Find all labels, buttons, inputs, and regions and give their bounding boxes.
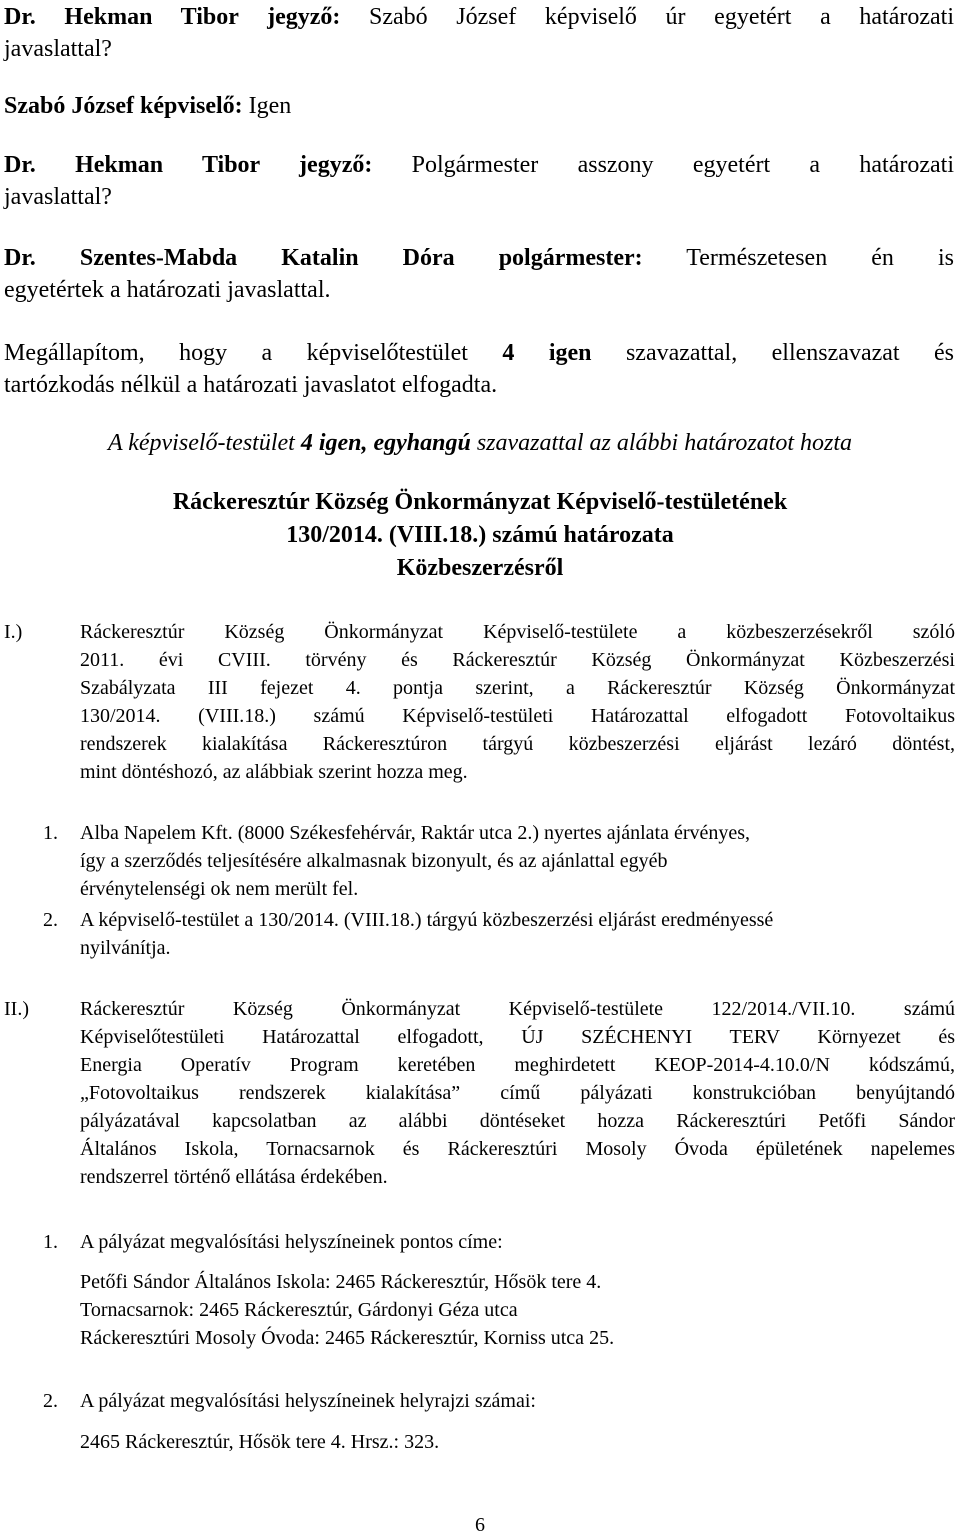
vote-finding xyxy=(4,337,954,401)
section-number: II.) xyxy=(4,998,29,1020)
section-line: Általános Iskola, Tornacsarnok és Ráckeresztúri Mosoly Óvoda épületének napelemes xyxy=(80,1138,955,1160)
speech-text: Szabó József képviselő úr egyetért a határozati xyxy=(369,4,954,30)
address-line: Tornacsarnok: 2465 Ráckeresztúr, Gárdonyi Géza utca xyxy=(80,1299,518,1321)
exchange-1 xyxy=(4,1,954,65)
section-2-body xyxy=(80,995,955,1191)
resolution-title-line: 130/2014. (VIII.18.) számú határozata xyxy=(286,522,674,548)
item-line: Alba Napelem Kft. (8000 Székesfehérvár, Raktár utca 2.) nyertes ajánlata érvényes, xyxy=(80,822,751,844)
section-line: Képviselőtestületi Határozattal elfogadott, ÚJ SZÉCHENYI TERV Környezet és xyxy=(80,1026,955,1048)
exchange-3 xyxy=(4,149,954,213)
speech-text: Polgármester asszony egyetért a határozati xyxy=(411,152,954,178)
speech-text: javaslattal? xyxy=(4,184,112,210)
item-number: 2. xyxy=(43,909,58,931)
vote-count: 4 igen xyxy=(502,340,592,366)
section-line: Szabályzata III fejezet 4. pontja szerint, a Ráckeresztúr Község Önkormányzat xyxy=(80,677,955,699)
speech-text: javaslattal? xyxy=(4,36,112,62)
item-line: A képviselő-testület a 130/2014. (VIII.18.) tárgyú közbeszerzési eljárást eredményessé xyxy=(80,909,774,931)
vote-line-text: szavazattal az alábbi határozatot hozta xyxy=(476,430,852,456)
exchange-2 xyxy=(4,90,954,122)
vote-line-bold: 4 igen, egyhangú xyxy=(300,430,471,456)
address-list xyxy=(80,1268,955,1352)
resolution-title xyxy=(0,486,960,585)
section-1-item-2 xyxy=(80,906,955,962)
item-number: 1. xyxy=(43,822,58,844)
page-number: 6 xyxy=(475,1514,485,1536)
section-line: rendszerrel történő ellátása érdekében. xyxy=(80,1166,388,1188)
section-line: Energia Operatív Program keretében meghirdetett KEOP-2014-4.10.0/N kódszámú, xyxy=(80,1054,955,1076)
item-heading: A pályázat megvalósítási helyszíneinek pontos címe: xyxy=(80,1231,503,1253)
section-1-item-1 xyxy=(80,819,955,903)
section-line: 130/2014. (VIII.18.) számú Képviselő-testületi Határozattal elfogadott Fotovoltaikus xyxy=(80,705,955,727)
address-line: Ráckeresztúri Mosoly Óvoda: 2465 Ráckeresztúr, Korniss utca 25. xyxy=(80,1327,615,1349)
section-line: rendszerek kialakítása Ráckeresztúron tárgyú közbeszerzési eljárást lezáró döntést, xyxy=(80,733,955,755)
exchange-4 xyxy=(4,242,954,306)
section-1-body xyxy=(80,618,955,786)
resolution-title-line: Ráckeresztúr Község Önkormányzat Képviselő-testületének xyxy=(172,489,788,515)
address-line: Petőfi Sándor Általános Iskola: 2465 Ráckeresztúr, Hősök tere 4. xyxy=(80,1271,602,1293)
speech-text: Természetesen én is xyxy=(686,245,954,271)
section-line: 2011. évi CVIII. törvény és Ráckeresztúr Község Önkormányzat Közbeszerzési xyxy=(80,649,955,671)
resolution-title-line: Közbeszerzésről xyxy=(396,555,564,581)
item-number: 2. xyxy=(43,1390,58,1412)
speaker: Dr. Hekman Tibor jegyző: xyxy=(4,4,341,30)
section-line: pályázatával kapcsolatban az alábbi döntéseket hozza Ráckeresztúri Petőfi Sándor xyxy=(80,1110,955,1132)
item-line: így a szerződés teljesítésére alkalmasnak bizonyult, és az ajánlattal egyéb xyxy=(80,850,668,872)
speaker: Dr. Szentes-Mabda Katalin Dóra polgármester: xyxy=(4,245,643,271)
speaker: Dr. Hekman Tibor jegyző: xyxy=(4,152,373,178)
section-number: I.) xyxy=(4,621,23,643)
finding-text: szavazattal, ellenszavazat és xyxy=(625,340,955,366)
finding-text: Megállapítom, hogy a képviselőtestület xyxy=(4,340,468,366)
speech-text: egyetértek a határozati javaslattal. xyxy=(4,277,331,303)
parcel-line: 2465 Ráckeresztúr, Hősök tere 4. Hrsz.: 323. xyxy=(80,1431,440,1453)
speaker: Szabó József képviselő: xyxy=(4,93,243,119)
item-number: 1. xyxy=(43,1231,58,1253)
item-line: érvénytelenségi ok nem merült fel. xyxy=(80,878,359,900)
vote-line-text: A képviselő-testület xyxy=(108,430,295,456)
vote-line xyxy=(0,427,960,459)
section-2-item-1-heading xyxy=(80,1228,955,1256)
speech-text: Igen xyxy=(248,93,292,119)
section-line: Ráckeresztúr Község Önkormányzat Képviselő-testülete a közbeszerzésekről szóló xyxy=(80,621,955,643)
section-line: mint döntéshozó, az alábbiak szerint hozza meg. xyxy=(80,761,468,783)
item-heading: A pályázat megvalósítási helyszíneinek helyrajzi számai: xyxy=(80,1390,536,1412)
section-line: Ráckeresztúr Község Önkormányzat Képviselő-testülete 122/2014./VII.10. számú xyxy=(80,998,955,1020)
parcel-number xyxy=(80,1428,955,1456)
section-2-item-2-heading xyxy=(80,1387,955,1415)
section-line: „Fotovoltaikus rendszerek kialakítása” című pályázati konstrukcióban benyújtandó xyxy=(80,1082,955,1104)
finding-text: tartózkodás nélkül a határozati javaslatot elfogadta. xyxy=(4,372,498,398)
item-line: nyilvánítja. xyxy=(80,937,171,959)
